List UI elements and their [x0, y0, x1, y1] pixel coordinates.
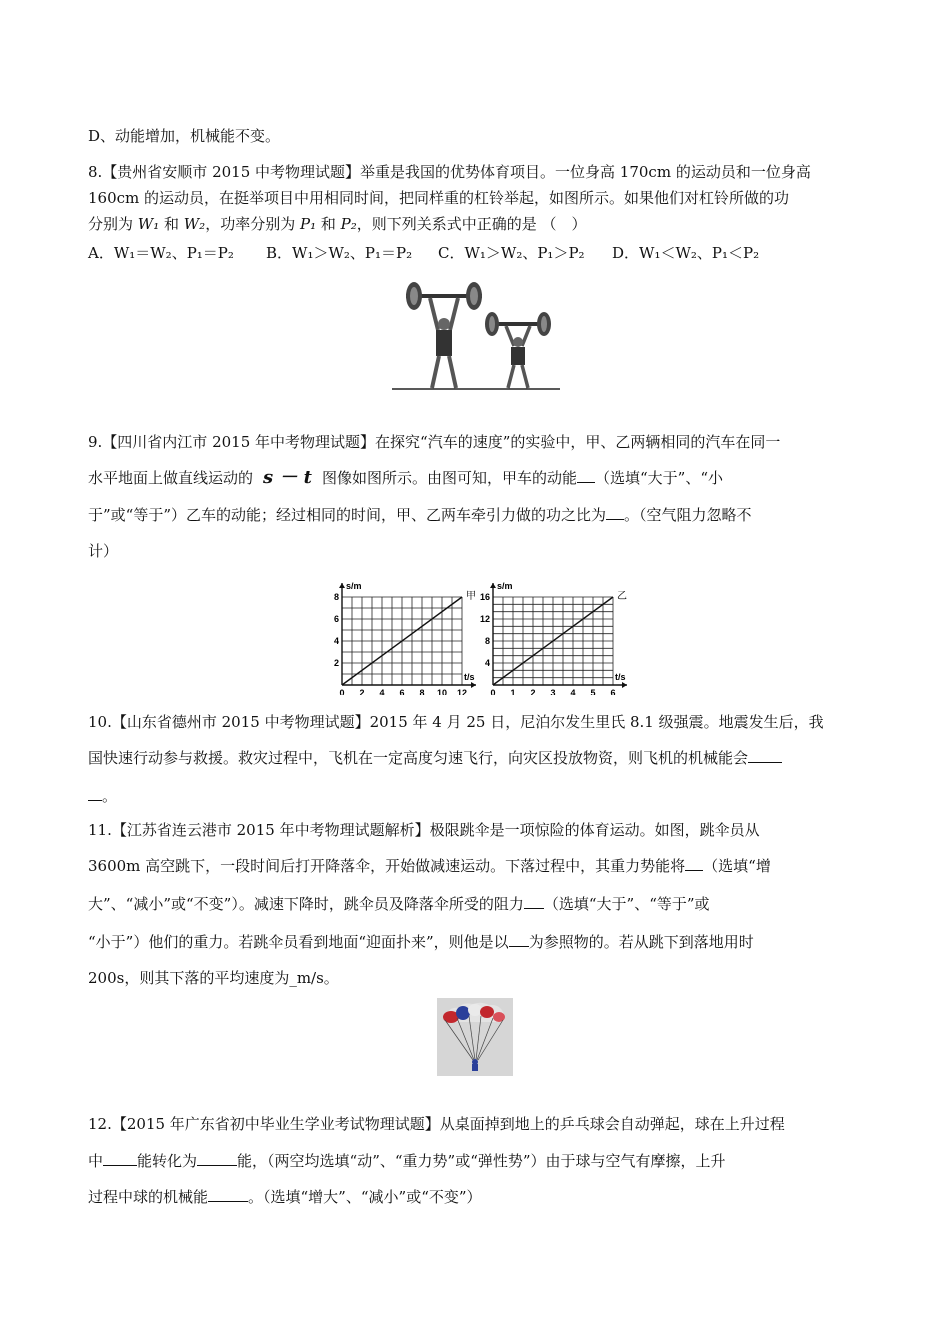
- q8-line-3: [88, 214, 587, 234]
- y-tick-label: 16: [479, 592, 490, 602]
- q8-p1: P₁: [299, 215, 317, 233]
- q9-st-label: s － t: [263, 467, 312, 488]
- st-graphs: [320, 570, 630, 695]
- x-tick-label: 3: [550, 688, 556, 695]
- q8-w2: W₂: [183, 215, 206, 233]
- q8-option-a: A．W₁＝W₂、P₁＝P₂: [88, 244, 234, 262]
- y-axis-arrow: [339, 583, 345, 588]
- q8-option-c: C．W₁＞W₂、P₁＞P₂: [438, 244, 585, 262]
- x-tick-label: 10: [436, 688, 448, 695]
- tall-lifter: [406, 282, 482, 388]
- q11-blank-3[interactable]: [509, 932, 529, 947]
- x-tick-label: 2: [530, 688, 536, 695]
- q9-line-2: [88, 468, 723, 488]
- q8-line-1: 8.【贵州省安顺市 2015 中考物理试题】举重是我国的优势体育项目。一位身高 170cm 的运动员和一位身高: [88, 163, 811, 181]
- q12-text: 能转化为: [137, 1152, 198, 1170]
- x-axis-label: t/s: [615, 672, 626, 682]
- y-axis-label: s/m: [346, 581, 362, 591]
- q9-blank-1[interactable]: [577, 468, 595, 483]
- q10-text: 。: [102, 787, 118, 805]
- q12-text: 。（选填“增大”、“减小”或“不变”）: [248, 1188, 482, 1206]
- parachute-figure: [437, 998, 513, 1076]
- q11-blank-2[interactable]: [524, 894, 544, 909]
- x-axis-label: t/s: [464, 672, 475, 682]
- q8-w1: W₁: [137, 215, 160, 233]
- q9-text: 图像如图所示。由图可知，甲车的动能: [322, 469, 578, 487]
- q10-line-1: 10.【山东省德州市 2015 中考物理试题】2015 年 4 月 25 日，尼泊尔发生里氏 8.1 级强震。地震发生后，我: [88, 713, 824, 731]
- series-label: 乙: [617, 591, 627, 602]
- q8-text: ，功率分别为: [205, 215, 300, 233]
- q8-option-b: B．W₁＞W₂、P₁＝P₂: [266, 244, 413, 262]
- chart-jia: [334, 581, 476, 695]
- q9-text: 于”或“等于”）乙车的动能；经过相同的时间，甲、乙两车牵引力做的功之比为: [88, 506, 607, 524]
- x-tick-label: 8: [419, 688, 425, 695]
- q11-text: 大”、“减小”或“不变”）。减速下降时，跳伞员及降落伞所受的阻力: [88, 895, 524, 913]
- q8-text: 和: [159, 215, 184, 233]
- q8-text: ，则下列关系式中正确的是 （ ）: [356, 215, 587, 233]
- x-tick-label: 0: [490, 688, 496, 695]
- y-tick-label: 8: [333, 592, 339, 602]
- q11-text: （选填“增: [703, 857, 771, 875]
- x-axis-arrow: [622, 682, 627, 688]
- q10-blank-1[interactable]: [748, 748, 782, 763]
- q12-line-3: [88, 1187, 482, 1207]
- q7-option-d: D、动能增加，机械能不变。: [88, 127, 281, 145]
- q9-line-3: [88, 505, 752, 525]
- x-tick-label: 0: [339, 688, 345, 695]
- q12-blank-3[interactable]: [208, 1187, 248, 1202]
- q12-blank-1[interactable]: [103, 1151, 137, 1166]
- x-tick-label: 1: [510, 688, 516, 695]
- x-tick-label: 4: [570, 688, 576, 695]
- q8-option-d: D．W₁＜W₂、P₁＜P₂: [612, 244, 760, 262]
- q9-blank-2[interactable]: [606, 505, 624, 520]
- q11-line-5: 200s，则其下落的平均速度为_m/s。: [88, 969, 339, 987]
- q11-line-2: [88, 856, 771, 876]
- q11-text: “小于”）他们的重力。若跳伞员看到地面“迎面扑来”，则他是以: [88, 933, 509, 951]
- y-axis-arrow: [490, 583, 496, 588]
- y-axis-label: s/m: [497, 581, 513, 591]
- q11-line-1: 11.【江苏省连云港市 2015 年中考物理试题解析】极限跳伞是一项惊险的体育运动。如图，跳伞员从: [88, 821, 760, 839]
- q8-text: 和: [316, 215, 341, 233]
- q12-text: 能，（两空均选填“动”、“重力势”或“弹性势”）由于球与空气有摩擦，上升: [237, 1152, 726, 1170]
- q12-line-1: 12.【2015 年广东省初中毕业生学业考试物理试题】从桌面掉到地上的乒乓球会自动弹起，球在上升过程: [88, 1115, 785, 1133]
- q11-line-4: [88, 932, 754, 952]
- q11-text: （选填“大于”、“等于”或: [543, 895, 710, 913]
- chart-yi: [480, 581, 627, 695]
- q8-p2: P₂: [340, 215, 357, 233]
- q12-line-2: [88, 1151, 726, 1171]
- weightlifters-figure: [392, 282, 560, 392]
- y-tick-label: 12: [479, 614, 490, 624]
- x-axis-arrow: [471, 682, 476, 688]
- q9-text: （选填“大于”、“小: [595, 469, 724, 487]
- q12-text: 过程中球的机械能: [88, 1188, 209, 1206]
- q12-blank-2[interactable]: [197, 1151, 237, 1166]
- y-tick-label: 4: [333, 636, 339, 646]
- y-tick-label: 8: [484, 636, 490, 646]
- q10-blank-1-cont[interactable]: [88, 786, 102, 801]
- y-tick-label: 6: [333, 614, 339, 624]
- short-lifter: [485, 312, 551, 388]
- x-tick-label: 12: [456, 688, 468, 695]
- x-tick-label: 6: [610, 688, 616, 695]
- q10-line-3: [88, 786, 117, 806]
- q11-text: 3600m 高空跳下，一段时间后打开降落伞，开始做减速运动。下落过程中，其重力势能将: [88, 857, 686, 875]
- q10-text: 国快速行动参与救援。救灾过程中，飞机在一定高度匀速飞行，向灾区投放物资，则飞机的机械能会: [88, 749, 749, 767]
- q9-line-4: 计）: [88, 542, 119, 560]
- q9-text: 水平地面上做直线运动的: [88, 469, 254, 487]
- q10-line-2: [88, 748, 782, 768]
- x-tick-label: 6: [399, 688, 405, 695]
- q12-text: 中: [88, 1152, 104, 1170]
- q8-line-2: 160cm 的运动员，在挺举项目中用相同时间，把同样重的杠铃举起，如图所示。如果他们对杠铃所做的功: [88, 189, 790, 207]
- x-tick-label: 2: [359, 688, 365, 695]
- y-tick-label: 2: [333, 658, 339, 668]
- q11-line-3: [88, 894, 710, 914]
- q8-options: [88, 243, 759, 263]
- q9-text: 。（空气阻力忽略不: [624, 506, 752, 524]
- series-label: 甲: [466, 591, 476, 602]
- x-tick-label: 5: [590, 688, 596, 695]
- y-tick-label: 4: [484, 658, 490, 668]
- q8-text: 分别为: [88, 215, 138, 233]
- q11-text: 为参照物的。若从跳下到落地用时: [528, 933, 754, 951]
- x-tick-label: 4: [379, 688, 385, 695]
- q9-line-1: 9.【四川省内江市 2015 年中考物理试题】在探究“汽车的速度”的实验中，甲、乙两辆相同的汽车在同一: [88, 433, 781, 451]
- q11-blank-1[interactable]: [685, 856, 703, 871]
